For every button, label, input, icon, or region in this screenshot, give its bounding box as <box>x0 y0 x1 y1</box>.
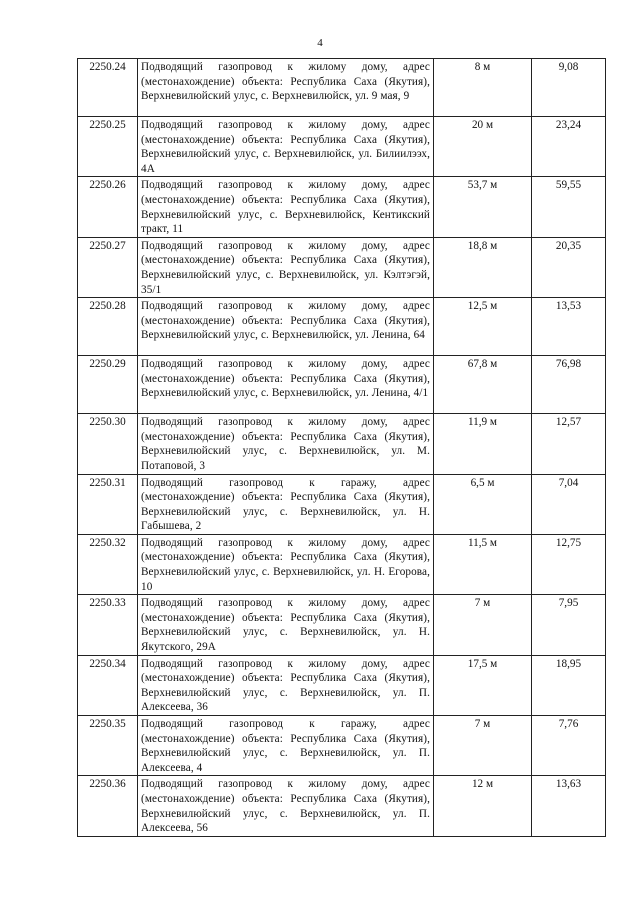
object-description-cell: Подводящий газопровод к жилому дому, адрес (местонахождение) объекта: Республика Саха (Якутия), Верхневилюйский улус, с. Верхневилюйск, Кентикский тракт, 11 <box>138 177 434 237</box>
length-cell: 11,5 м <box>434 534 532 594</box>
object-description-cell: Подводящий газопровод к жилому дому, адрес (местонахождение) объекта: Республика Саха (Якутия), Верхневилюйский улус, с. Верхневилюйск, ул. Н. Егорова, 10 <box>138 534 434 594</box>
cost-cell: 13,63 <box>532 776 606 836</box>
object-description-cell: Подводящий газопровод к гаражу, адрес (местонахождение) объекта: Республика Саха (Якутия), Верхневилюйский улус, с. Верхневилюйск, ул. П. Алексеева, 4 <box>138 716 434 776</box>
table-row <box>78 59 606 117</box>
table-row <box>78 474 606 534</box>
length-cell: 7 м <box>434 716 532 776</box>
cost-cell: 13,53 <box>532 298 606 356</box>
cost-cell: 12,75 <box>532 534 606 594</box>
table-row <box>78 776 606 836</box>
row-number-cell: 2250.35 <box>78 716 138 776</box>
row-number-cell: 2250.24 <box>78 59 138 117</box>
object-description-cell: Подводящий газопровод к гаражу, адрес (местонахождение) объекта: Республика Саха (Якутия), Верхневилюйский улус, с. Верхневилюйск, ул. Н. Габышева, 2 <box>138 474 434 534</box>
row-number-cell: 2250.36 <box>78 776 138 836</box>
object-description-cell: Подводящий газопровод к жилому дому, адрес (местонахождение) объекта: Республика Саха (Якутия), Верхневилюйский улус, с. Верхневилюйск, ул. Билиилээх, 4А <box>138 117 434 177</box>
row-number-cell: 2250.28 <box>78 298 138 356</box>
cost-cell: 7,04 <box>532 474 606 534</box>
length-cell: 53,7 м <box>434 177 532 237</box>
cost-cell: 76,98 <box>532 356 606 414</box>
row-number-cell: 2250.34 <box>78 655 138 715</box>
length-cell: 20 м <box>434 117 532 177</box>
length-cell: 6,5 м <box>434 474 532 534</box>
table-row <box>78 177 606 237</box>
table-row <box>78 117 606 177</box>
object-description-cell: Подводящий газопровод к жилому дому, адрес (местонахождение) объекта: Республика Саха (Якутия), Верхневилюйский улус, с. Верхневилюйск, ул. П. Алексеева, 36 <box>138 655 434 715</box>
cost-cell: 18,95 <box>532 655 606 715</box>
table-row <box>78 414 606 474</box>
object-description-cell: Подводящий газопровод к жилому дому, адрес (местонахождение) объекта: Республика Саха (Якутия), Верхневилюйский улус, с. Верхневилюйск, ул. Ленина, 4/1 <box>138 356 434 414</box>
table-row <box>78 237 606 297</box>
table-row <box>78 716 606 776</box>
table-row <box>78 595 606 655</box>
length-cell: 7 м <box>434 595 532 655</box>
row-number-cell: 2250.31 <box>78 474 138 534</box>
cost-cell: 7,95 <box>532 595 606 655</box>
length-cell: 18,8 м <box>434 237 532 297</box>
cost-cell: 12,57 <box>532 414 606 474</box>
length-cell: 8 м <box>434 59 532 117</box>
object-description-cell: Подводящий газопровод к жилому дому, адрес (местонахождение) объекта: Республика Саха (Якутия), Верхневилюйский улус, с. Верхневилюйск, ул. Ленина, 64 <box>138 298 434 356</box>
length-cell: 17,5 м <box>434 655 532 715</box>
object-description-cell: Подводящий газопровод к жилому дому, адрес (местонахождение) объекта: Республика Саха (Якутия), Верхневилюйский улус, с. Верхневилюйск, ул. Кэлтэгэй, 35/1 <box>138 237 434 297</box>
cost-cell: 9,08 <box>532 59 606 117</box>
row-number-cell: 2250.33 <box>78 595 138 655</box>
table-row <box>78 655 606 715</box>
objects-table-body <box>78 59 606 837</box>
cost-cell: 20,35 <box>532 237 606 297</box>
cost-cell: 7,76 <box>532 716 606 776</box>
cost-cell: 23,24 <box>532 117 606 177</box>
row-number-cell: 2250.25 <box>78 117 138 177</box>
cost-cell: 59,55 <box>532 177 606 237</box>
page-number: 4 <box>317 37 323 49</box>
table-row <box>78 534 606 594</box>
table-row <box>78 298 606 356</box>
objects-table <box>77 58 606 837</box>
length-cell: 11,9 м <box>434 414 532 474</box>
length-cell: 67,8 м <box>434 356 532 414</box>
row-number-cell: 2250.29 <box>78 356 138 414</box>
row-number-cell: 2250.26 <box>78 177 138 237</box>
object-description-cell: Подводящий газопровод к жилому дому, адрес (местонахождение) объекта: Республика Саха (Якутия), Верхневилюйский улус, с. Верхневилюйск, ул. Н. Якутского, 29А <box>138 595 434 655</box>
object-description-cell: Подводящий газопровод к жилому дому, адрес (местонахождение) объекта: Республика Саха (Якутия), Верхневилюйский улус, с. Верхневилюйск, ул. 9 мая, 9 <box>138 59 434 117</box>
table-row <box>78 356 606 414</box>
object-description-cell: Подводящий газопровод к жилому дому, адрес (местонахождение) объекта: Республика Саха (Якутия), Верхневилюйский улус, с. Верхневилюйск, ул. П. Алексеева, 56 <box>138 776 434 836</box>
row-number-cell: 2250.30 <box>78 414 138 474</box>
row-number-cell: 2250.27 <box>78 237 138 297</box>
object-description-cell: Подводящий газопровод к жилому дому, адрес (местонахождение) объекта: Республика Саха (Якутия), Верхневилюйский улус, с. Верхневилюйск, ул. М. Потаповой, 3 <box>138 414 434 474</box>
length-cell: 12 м <box>434 776 532 836</box>
length-cell: 12,5 м <box>434 298 532 356</box>
row-number-cell: 2250.32 <box>78 534 138 594</box>
